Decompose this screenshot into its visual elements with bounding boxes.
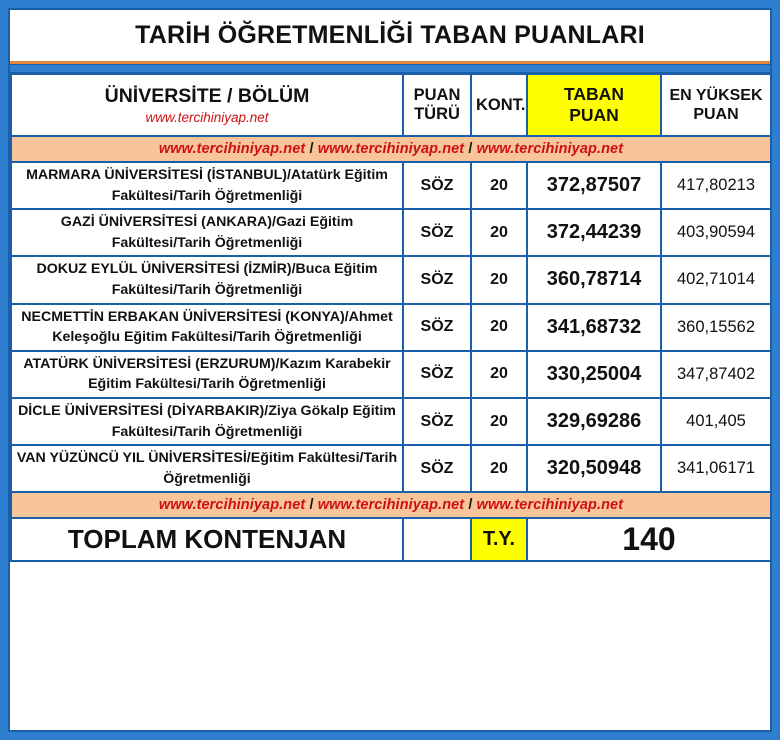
cell-university: GAZİ ÜNİVERSİTESİ (ANKARA)/Gazi Eğitim Fakültesi/Tarih Öğretmenliği <box>11 209 403 256</box>
table-row <box>11 445 771 492</box>
header-quota-label: KONT. <box>476 95 526 114</box>
cell-max-score: 401,405 <box>661 398 771 445</box>
title-divider <box>10 64 770 73</box>
header-base-score-line1: TABAN <box>564 84 624 104</box>
header-university-site: www.tercihiniyap.net <box>145 110 269 126</box>
cell-base-score: 372,87507 <box>527 162 661 209</box>
cell-quota: 20 <box>471 162 527 209</box>
cell-quota: 20 <box>471 351 527 398</box>
cell-max-score: 417,80213 <box>661 162 771 209</box>
cell-quota: 20 <box>471 209 527 256</box>
banner-separator-4: / <box>464 497 477 514</box>
banner-separator-1: / <box>305 141 318 157</box>
banner-separator-2: / <box>464 141 477 157</box>
cell-base-score: 320,50948 <box>527 445 661 492</box>
cell-university: VAN YÜZÜNCÜ YIL ÜNİVERSİTESİ/Eğitim Fakültesi/Tarih Öğretmenliği <box>11 445 403 492</box>
cell-score-type: SÖZ <box>403 162 471 209</box>
cell-quota: 20 <box>471 398 527 445</box>
cell-score-type: SÖZ <box>403 256 471 303</box>
table-header-row <box>11 74 771 136</box>
header-cell-quota <box>471 74 527 136</box>
header-cell-university <box>11 74 403 136</box>
total-row <box>11 518 771 561</box>
header-cell-base-score <box>527 74 661 136</box>
table-row <box>11 304 771 351</box>
cell-base-score: 329,69286 <box>527 398 661 445</box>
cell-university: NECMETTİN ERBAKAN ÜNİVERSİTESİ (KONYA)/Ahmet Keleşoğlu Eğitim Fakültesi/Tarih Öğretmenliği <box>11 304 403 351</box>
cell-score-type: SÖZ <box>403 398 471 445</box>
total-spacer-cell <box>403 518 471 561</box>
banner-site-6[interactable]: www.tercihiniyap.net <box>476 497 624 514</box>
cell-max-score: 403,90594 <box>661 209 771 256</box>
banner-site-5[interactable]: www.tercihiniyap.net <box>317 497 465 514</box>
cell-max-score: 347,87402 <box>661 351 771 398</box>
table-row <box>11 351 771 398</box>
cell-base-score: 330,25004 <box>527 351 661 398</box>
header-score-type-line1: PUAN <box>413 86 461 105</box>
cell-base-score: 360,78714 <box>527 256 661 303</box>
banner-site-3[interactable]: www.tercihiniyap.net <box>476 141 624 157</box>
banner-separator-3: / <box>305 497 318 514</box>
cell-max-score: 341,06171 <box>661 445 771 492</box>
cell-university: MARMARA ÜNİVERSİTESİ (İSTANBUL)/Atatürk Eğitim Fakültesi/Tarih Öğretmenliği <box>11 162 403 209</box>
cell-max-score: 360,15562 <box>661 304 771 351</box>
cell-base-score: 341,68732 <box>527 304 661 351</box>
total-score-type: T.Y. <box>471 518 527 561</box>
header-cell-max-score <box>661 74 771 136</box>
total-quota-value: 140 <box>527 518 771 561</box>
banner-row-top <box>11 136 771 162</box>
page-title: TARİH ÖĞRETMENLİĞİ TABAN PUANLARI <box>135 21 645 49</box>
cell-score-type: SÖZ <box>403 351 471 398</box>
banner-site-1[interactable]: www.tercihiniyap.net <box>158 141 306 157</box>
header-university-label: ÜNİVERSİTE / BÖLÜM <box>104 84 310 107</box>
cell-score-type: SÖZ <box>403 209 471 256</box>
total-label: TOPLAM KONTENJAN <box>11 518 403 561</box>
cell-quota: 20 <box>471 256 527 303</box>
header-max-score-line1: EN YÜKSEK <box>669 86 763 104</box>
banner-site-2[interactable]: www.tercihiniyap.net <box>317 141 465 157</box>
table-row <box>11 256 771 303</box>
cell-university: DİCLE ÜNİVERSİTESİ (DİYARBAKIR)/Ziya Gökalp Eğitim Fakültesi/Tarih Öğretmenliği <box>11 398 403 445</box>
header-cell-score-type <box>403 74 471 136</box>
banner-row-bottom <box>11 492 771 518</box>
header-base-score-line2: PUAN <box>569 105 619 125</box>
document-card <box>8 8 772 732</box>
cell-max-score: 402,71014 <box>661 256 771 303</box>
table-row <box>11 162 771 209</box>
table-row <box>11 398 771 445</box>
header-max-score-line2: PUAN <box>693 106 739 123</box>
page-title-bar <box>10 10 770 64</box>
banner-cell-top <box>11 136 771 162</box>
cell-base-score: 372,44239 <box>527 209 661 256</box>
scores-table <box>10 73 772 562</box>
table-row <box>11 209 771 256</box>
cell-quota: 20 <box>471 304 527 351</box>
cell-score-type: SÖZ <box>403 304 471 351</box>
banner-cell-bottom <box>11 492 771 518</box>
header-score-type-line2: TÜRÜ <box>414 105 460 123</box>
cell-university: ATATÜRK ÜNİVERSİTESİ (ERZURUM)/Kazım Karabekir Eğitim Fakültesi/Tarih Öğretmenliği <box>11 351 403 398</box>
cell-quota: 20 <box>471 445 527 492</box>
banner-site-4[interactable]: www.tercihiniyap.net <box>158 497 306 514</box>
cell-university: DOKUZ EYLÜL ÜNİVERSİTESİ (İZMİR)/Buca Eğitim Fakültesi/Tarih Öğretmenliği <box>11 256 403 303</box>
cell-score-type: SÖZ <box>403 445 471 492</box>
